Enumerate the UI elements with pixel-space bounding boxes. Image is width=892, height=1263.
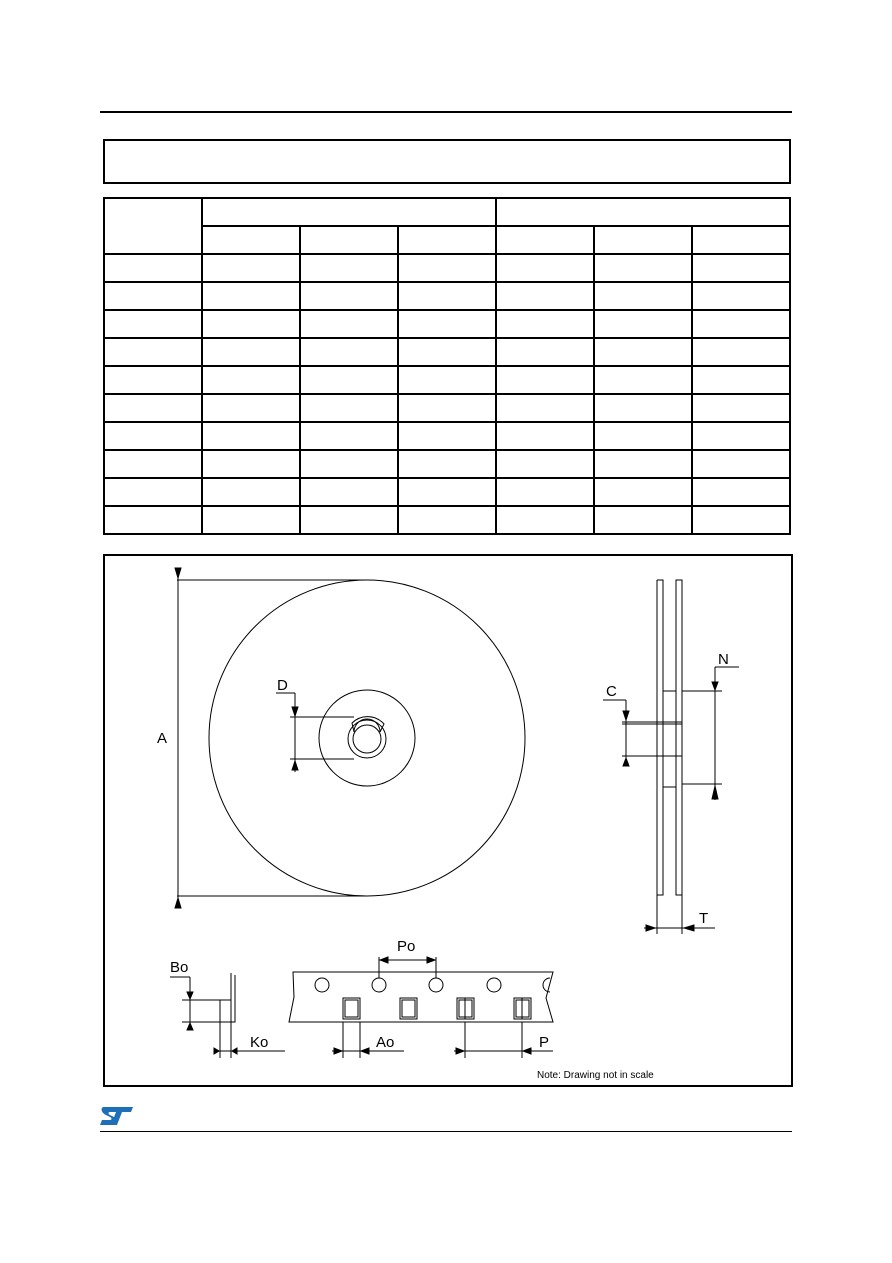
- table-row: [104, 394, 790, 422]
- header-group-cell: [496, 198, 790, 226]
- dim-label-bo: Bo: [170, 959, 189, 976]
- table-title-box: [103, 139, 791, 184]
- dim-label-po: Po: [397, 938, 416, 955]
- tape-top-view: [289, 957, 553, 1058]
- header-ref-cell: [104, 198, 202, 254]
- dim-label-ao: Ao: [376, 1034, 395, 1051]
- dim-label-n: N: [718, 651, 729, 668]
- dim-label-a: A: [157, 730, 168, 747]
- table-subheader-row: [104, 226, 790, 254]
- table-row: [104, 282, 790, 310]
- table-row: [104, 450, 790, 478]
- reel-side-view: [603, 580, 739, 934]
- table-row: [104, 478, 790, 506]
- table-row: [104, 254, 790, 282]
- reel-drawing: [103, 554, 793, 1087]
- table-row: [104, 366, 790, 394]
- dim-label-ko: Ko: [250, 1034, 269, 1051]
- reel-dimensions-table: [103, 197, 791, 535]
- header-rule: [100, 111, 792, 113]
- dim-label-d: D: [277, 677, 288, 694]
- table-row: [104, 338, 790, 366]
- dim-label-p: P: [539, 1034, 550, 1051]
- header-group-cell: [202, 198, 496, 226]
- dim-label-t: T: [699, 910, 709, 927]
- dim-label-c: C: [606, 683, 617, 700]
- st-logo-icon: [99, 1105, 135, 1127]
- table-header-row: [104, 198, 790, 226]
- table-row: [104, 310, 790, 338]
- reel-front-view: [175, 568, 525, 908]
- table-row: [104, 506, 790, 534]
- drawing-note: Note: Drawing not in scale: [537, 1070, 654, 1081]
- footer-rule: [100, 1131, 792, 1132]
- table-row: [104, 422, 790, 450]
